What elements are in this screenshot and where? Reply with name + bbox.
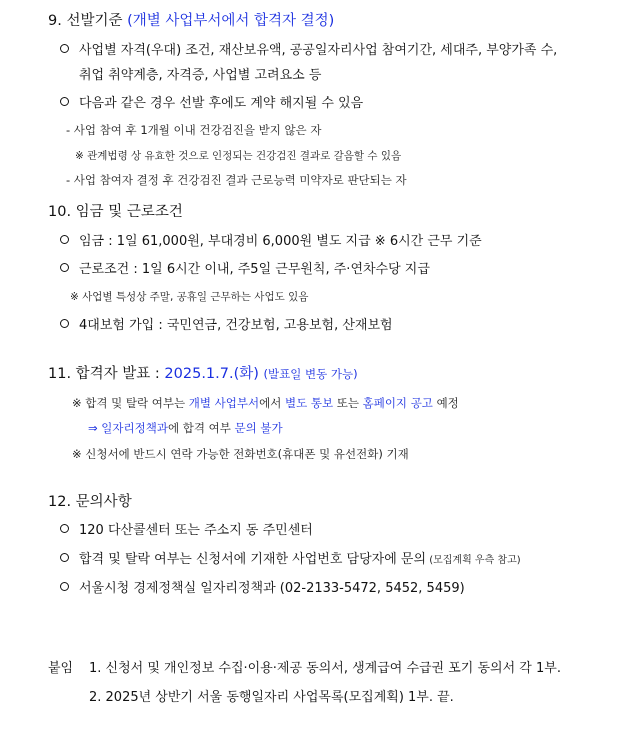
section-11-heading	[48, 367, 358, 382]
note-2-no-inquiry: 문의 불가	[234, 421, 283, 435]
section-10-title: 10. 임금 및 근로조건	[48, 204, 183, 220]
circle-bullet-icon	[60, 44, 69, 53]
section-12-item-1	[60, 524, 313, 537]
section-11-note-3: ※ 신청서에 반드시 연락 가능한 전화번호(휴대폰 및 유선전화) 기재	[72, 447, 409, 461]
circle-bullet-icon	[60, 97, 69, 106]
arrow-icon: ⇒	[88, 421, 102, 435]
section-12-item-1-text: 120 다산콜센터 또는 주소지 동 주민센터	[79, 523, 313, 538]
section-10-item-3-text: 4대보험 가입 : 국민연금, 건강보험, 고용보험, 산재보험	[79, 318, 393, 333]
section-9-item-2	[60, 97, 363, 110]
circle-bullet-icon	[60, 235, 69, 244]
note-1-part-c: 에서	[259, 396, 285, 410]
attachment-item-1: 1. 신청서 및 개인정보 수집·이용·제공 동의서, 생계급여 수급권 포기 동의서 각 1부.	[89, 661, 561, 676]
note-2-dept: 일자리정책과	[101, 421, 168, 435]
section-12-item-2-text: 합격 및 탈락 여부는 신청서에 기재한 사업번호 담당자에 문의	[79, 552, 427, 567]
section-9-title-note: (개별 사업부서에서 합격자 결정)	[127, 13, 335, 29]
section-12-title: 12. 문의사항	[48, 494, 132, 510]
section-9-item-2-text: 다음과 같은 경우 선발 후에도 계약 해지될 수 있음	[79, 96, 364, 111]
note-1-notice: 별도 통보	[284, 396, 334, 410]
note-1-part-e: 또는	[333, 396, 363, 410]
section-11-note-1	[72, 398, 459, 410]
section-11-note-2	[88, 423, 283, 435]
section-10-item-2-note: ※ 사업별 특성상 주말, 공휴일 근무하는 사업도 있음	[70, 291, 309, 303]
section-9-sub-1-note: ※ 관계법령 상 유효한 것으로 인정되는 건강검진 결과로 갈음할 수 있음	[75, 150, 402, 162]
attachment-item-2: 2. 2025년 상반기 서울 동행일자리 사업목록(모집계획) 1부. 끝.	[89, 690, 454, 705]
section-9-sub-2: - 사업 참여자 결정 후 건강검진 결과 근로능력 미약자로 판단되는 자	[66, 173, 407, 187]
note-2-part-b: 에 합격 여부	[167, 421, 235, 435]
section-10-item-2	[60, 263, 430, 276]
section-9-item-1	[60, 44, 557, 57]
section-10-item-1-text: 임금 : 1일 61,000원, 부대경비 6,000원 별도 지급 ※ 6시간 근무 기준	[79, 234, 482, 249]
section-9-heading	[48, 14, 334, 29]
section-9-item-1-text: 사업별 자격(우대) 조건, 재산보유액, 공공일자리사업 참여기간, 세대주, 부양가족 수,	[79, 43, 558, 58]
section-11-title: 11. 합격자 발표 :	[48, 366, 165, 382]
attachments-label: 붙임	[48, 661, 74, 676]
section-10-item-3	[60, 319, 393, 332]
section-9-sub-1: - 사업 참여 후 1개월 이내 건강검진을 받지 않은 자	[66, 123, 322, 137]
note-1-homepage: 홈페이지 공고	[362, 396, 433, 410]
section-12-item-3	[60, 582, 465, 595]
note-1-dept: 개별 사업부서	[188, 396, 260, 410]
circle-bullet-icon	[60, 524, 69, 533]
section-10-item-1	[60, 235, 482, 248]
circle-bullet-icon	[60, 263, 69, 272]
circle-bullet-icon	[60, 319, 69, 328]
section-12-item-2	[60, 553, 521, 566]
announcement-date: 2025.1.7.(화)	[164, 366, 259, 382]
section-9-title: 9. 선발기준	[48, 13, 123, 29]
circle-bullet-icon	[60, 553, 69, 562]
section-12-item-3-text: 서울시청 경제정책실 일자리정책과 (02-2133-5472, 5452, 5459)	[79, 581, 465, 596]
announcement-date-note: (발표일 변동 가능)	[263, 367, 358, 381]
circle-bullet-icon	[60, 582, 69, 591]
section-10-item-2-text: 근로조건 : 1일 6시간 이내, 주5일 근무원칙, 주·연차수당 지급	[79, 262, 430, 277]
section-9-item-1-cont: 취업 취약계층, 자격증, 사업별 고려요소 등	[79, 68, 322, 83]
note-1-part-g: 예정	[432, 396, 459, 410]
section-12-item-2-note: (모집계획 우측 참고)	[426, 555, 521, 566]
note-1-part-a: ※ 합격 및 탈락 여부는	[72, 396, 189, 410]
